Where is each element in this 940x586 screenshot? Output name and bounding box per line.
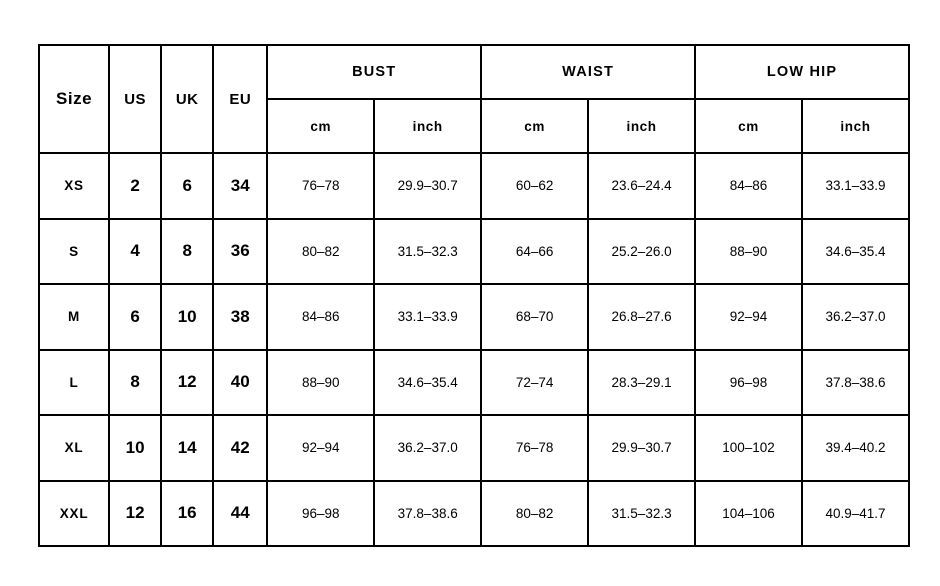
header-group-bust: BUST: [267, 45, 481, 99]
header-hip-inch: inch: [802, 99, 909, 153]
header-us: US: [109, 45, 161, 153]
header-hip-cm: cm: [695, 99, 802, 153]
header-bust-cm: cm: [267, 99, 374, 153]
cell-eu: 44: [213, 481, 267, 547]
cell-bust-inch: 36.2–37.0: [374, 415, 481, 481]
cell-us: 4: [109, 219, 161, 285]
cell-hip-cm: 88–90: [695, 219, 802, 285]
cell-us: 12: [109, 481, 161, 547]
cell-waist-inch: 31.5–32.3: [588, 481, 695, 547]
table-row: [39, 415, 909, 481]
cell-bust-inch: 29.9–30.7: [374, 153, 481, 219]
table-row: [39, 350, 909, 416]
cell-bust-inch: 37.8–38.6: [374, 481, 481, 547]
cell-size: XS: [39, 153, 109, 219]
cell-us: 10: [109, 415, 161, 481]
cell-size: XL: [39, 415, 109, 481]
header-waist-inch: inch: [588, 99, 695, 153]
cell-hip-inch: 37.8–38.6: [802, 350, 909, 416]
cell-us: 2: [109, 153, 161, 219]
table-row: [39, 284, 909, 350]
cell-bust-cm: 76–78: [267, 153, 374, 219]
cell-bust-cm: 84–86: [267, 284, 374, 350]
header-row-groups: [39, 45, 909, 99]
cell-uk: 8: [161, 219, 213, 285]
cell-hip-inch: 33.1–33.9: [802, 153, 909, 219]
cell-hip-cm: 96–98: [695, 350, 802, 416]
cell-hip-cm: 92–94: [695, 284, 802, 350]
cell-size: XXL: [39, 481, 109, 547]
cell-hip-cm: 84–86: [695, 153, 802, 219]
size-chart-container: [38, 44, 910, 547]
cell-uk: 12: [161, 350, 213, 416]
cell-bust-cm: 92–94: [267, 415, 374, 481]
cell-bust-inch: 33.1–33.9: [374, 284, 481, 350]
cell-waist-cm: 76–78: [481, 415, 588, 481]
cell-uk: 14: [161, 415, 213, 481]
header-eu: EU: [213, 45, 267, 153]
header-group-low-hip: LOW HIP: [695, 45, 909, 99]
cell-waist-inch: 29.9–30.7: [588, 415, 695, 481]
header-uk: UK: [161, 45, 213, 153]
cell-hip-cm: 100–102: [695, 415, 802, 481]
cell-bust-cm: 96–98: [267, 481, 374, 547]
cell-hip-inch: 40.9–41.7: [802, 481, 909, 547]
header-waist-cm: cm: [481, 99, 588, 153]
cell-uk: 6: [161, 153, 213, 219]
cell-eu: 38: [213, 284, 267, 350]
cell-waist-inch: 23.6–24.4: [588, 153, 695, 219]
cell-waist-cm: 64–66: [481, 219, 588, 285]
table-body: [39, 153, 909, 546]
cell-uk: 10: [161, 284, 213, 350]
cell-eu: 42: [213, 415, 267, 481]
cell-bust-inch: 31.5–32.3: [374, 219, 481, 285]
cell-waist-cm: 60–62: [481, 153, 588, 219]
cell-size: L: [39, 350, 109, 416]
cell-us: 8: [109, 350, 161, 416]
header-size: Size: [39, 45, 109, 153]
cell-us: 6: [109, 284, 161, 350]
cell-hip-inch: 39.4–40.2: [802, 415, 909, 481]
size-chart-table: [38, 44, 910, 547]
cell-waist-inch: 28.3–29.1: [588, 350, 695, 416]
cell-uk: 16: [161, 481, 213, 547]
cell-bust-cm: 80–82: [267, 219, 374, 285]
cell-waist-cm: 80–82: [481, 481, 588, 547]
cell-size: M: [39, 284, 109, 350]
cell-waist-cm: 68–70: [481, 284, 588, 350]
cell-eu: 40: [213, 350, 267, 416]
table-header: [39, 45, 909, 153]
table-row: [39, 153, 909, 219]
cell-bust-cm: 88–90: [267, 350, 374, 416]
cell-bust-inch: 34.6–35.4: [374, 350, 481, 416]
cell-hip-inch: 36.2–37.0: [802, 284, 909, 350]
cell-hip-inch: 34.6–35.4: [802, 219, 909, 285]
cell-waist-inch: 25.2–26.0: [588, 219, 695, 285]
cell-eu: 36: [213, 219, 267, 285]
table-row: [39, 219, 909, 285]
header-group-waist: WAIST: [481, 45, 695, 99]
table-row: [39, 481, 909, 547]
cell-eu: 34: [213, 153, 267, 219]
cell-hip-cm: 104–106: [695, 481, 802, 547]
cell-waist-cm: 72–74: [481, 350, 588, 416]
header-bust-inch: inch: [374, 99, 481, 153]
cell-waist-inch: 26.8–27.6: [588, 284, 695, 350]
cell-size: S: [39, 219, 109, 285]
